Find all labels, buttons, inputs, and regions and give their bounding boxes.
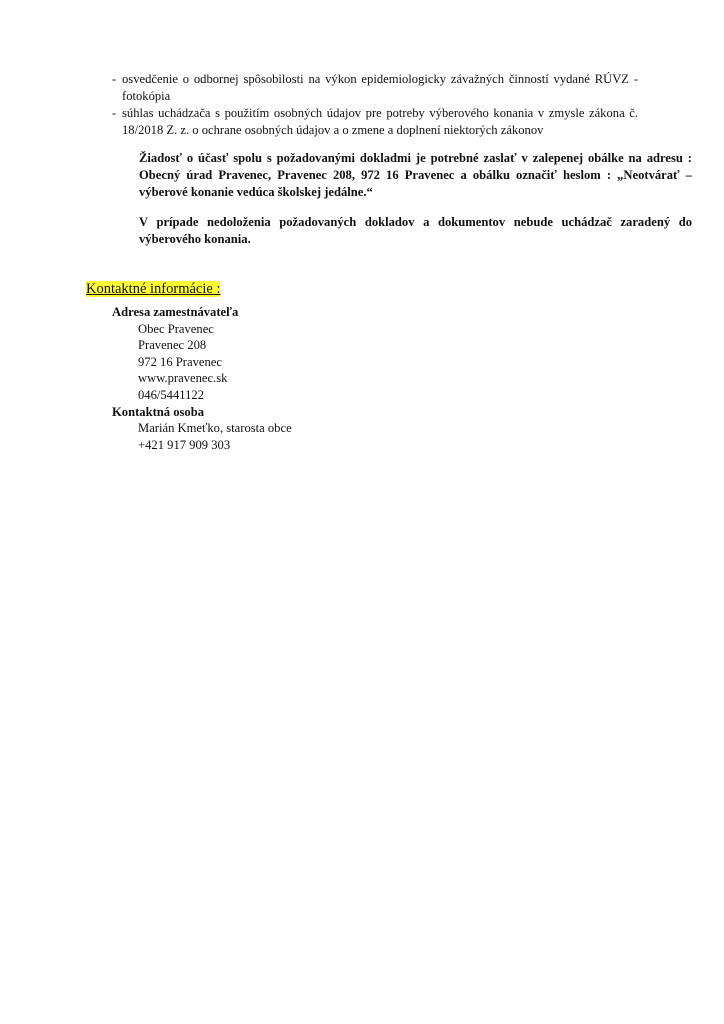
employer-line: Pravenec 208 [138, 338, 207, 353]
list-item [112, 71, 638, 105]
employer-phone: 046/5441122 [138, 387, 205, 402]
list-item [112, 105, 638, 139]
list-item-text: súhlas uchádzača s použitím osobných údajov pre potreby výberového konania v zmysle zákona č. 18/2018 Z. z. o ochrane osobných údajov a o zmene a doplnení niektorých zákonov [122, 106, 638, 137]
list-dash: - [112, 106, 117, 120]
contact-block [112, 304, 292, 453]
contact-person-label: Kontaktná osoba [112, 404, 205, 419]
employer-line: Obec Pravenec [138, 321, 214, 336]
list-dash: - [112, 72, 117, 86]
requirements-list [112, 71, 638, 139]
application-paragraph: Žiadosť o účasť spolu s požadovanými dokladmi je potrebné zaslať v zalepenej obálke na adresu : Obecný úrad Pravenec, Pravenec 208, 972 16 Pravenec a obálku označiť heslom : „Neotvárať – výberové konanie vedúca školskej jedálne.“ [139, 151, 692, 199]
contact-person-phone: +421 917 909 303 [138, 437, 231, 452]
list-item-text: osvedčenie o odbornej spôsobilosti na výkon epidemiologicky závažných činností vydané RÚVZ - fotokópia [122, 72, 638, 103]
warning-paragraph: V prípade nedoloženia požadovaných dokladov a dokumentov nebude uchádzač zaradený do výberového konania. [139, 215, 692, 246]
contact-heading-text: Kontaktné informácie : [86, 281, 221, 297]
employer-line: 972 16 Pravenec [138, 354, 222, 369]
employer-label: Adresa zamestnávateľa [112, 305, 239, 319]
contact-person-name: Marián Kmeťko, starosta obce [138, 421, 292, 436]
contact-heading [86, 280, 220, 298]
employer-website: www.pravenec.sk [138, 371, 228, 386]
